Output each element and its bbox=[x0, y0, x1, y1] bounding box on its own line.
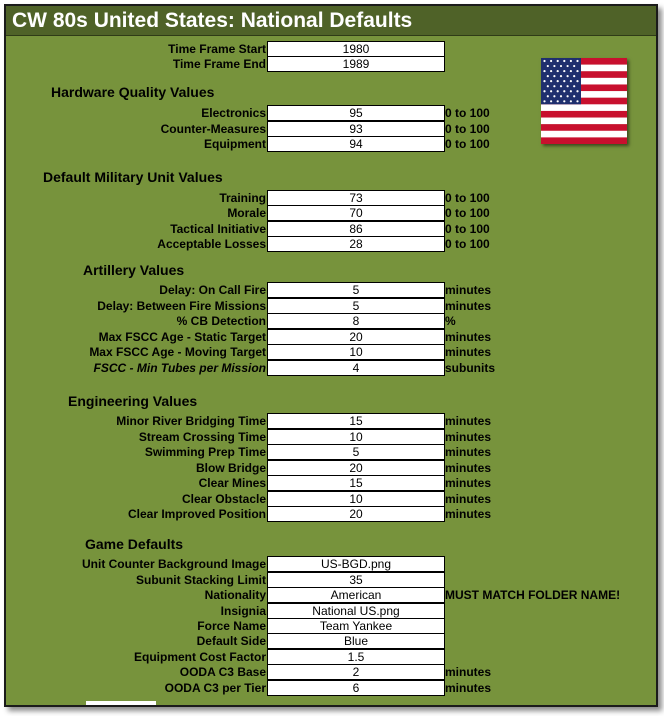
insignia-field[interactable]: National US.png bbox=[267, 603, 445, 619]
ooda-per-tier-unit: minutes bbox=[445, 681, 492, 695]
minor-river-bridging-unit: minutes bbox=[445, 414, 492, 428]
swimming-prep-unit: minutes bbox=[445, 445, 492, 459]
time-frame-start-label: Time Frame Start bbox=[168, 42, 266, 56]
ooda-base-unit: minutes bbox=[445, 665, 492, 679]
spreadsheet-panel bbox=[4, 4, 658, 707]
time-frame-end-field[interactable]: 1989 bbox=[267, 56, 445, 72]
equipment-field[interactable]: 94 bbox=[267, 136, 445, 152]
acceptable-losses-unit: 0 to 100 bbox=[445, 237, 490, 251]
unit-counter-bg-field[interactable]: US-BGD.png bbox=[267, 556, 445, 572]
us-flag-icon bbox=[541, 58, 627, 144]
stream-crossing-field[interactable]: 10 bbox=[267, 429, 445, 445]
swimming-prep-label: Swimming Prep Time bbox=[144, 445, 266, 459]
acceptable-losses-field[interactable]: 28 bbox=[267, 236, 445, 252]
page-title: CW 80s United States: National Defaults bbox=[6, 6, 656, 36]
delay-on-call-fire-unit: minutes bbox=[445, 283, 492, 297]
fscc-min-tubes-label: FSCC - Min Tubes per Mission bbox=[93, 361, 266, 375]
force-name-label: Force Name bbox=[197, 619, 266, 633]
fscc-static-unit: minutes bbox=[445, 330, 492, 344]
clear-mines-unit: minutes bbox=[445, 476, 492, 490]
default-side-label: Default Side bbox=[196, 634, 266, 648]
artillery-heading: Artillery Values bbox=[83, 262, 185, 278]
unit-counter-bg-label: Unit Counter Background Image bbox=[81, 557, 266, 571]
delay-between-missions-unit: minutes bbox=[445, 299, 492, 313]
clear-obstacle-field[interactable]: 10 bbox=[267, 491, 445, 507]
stream-crossing-label: Stream Crossing Time bbox=[138, 430, 266, 444]
nationality-label: Nationality bbox=[204, 588, 266, 602]
clear-mines-field[interactable]: 15 bbox=[267, 475, 445, 491]
counter-measures-unit: 0 to 100 bbox=[445, 122, 490, 136]
minor-river-bridging-label: Minor River Bridging Time bbox=[116, 414, 266, 428]
game-defaults-heading: Game Defaults bbox=[85, 536, 184, 552]
delay-on-call-fire-field[interactable]: 5 bbox=[267, 282, 445, 298]
clear-obstacle-unit: minutes bbox=[445, 492, 492, 506]
electronics-field[interactable]: 95 bbox=[267, 105, 445, 121]
electronics-label: Electronics bbox=[201, 106, 266, 120]
fscc-min-tubes-unit: subunits bbox=[445, 361, 495, 375]
fscc-moving-field[interactable]: 10 bbox=[267, 344, 445, 360]
minor-river-bridging-field[interactable]: 15 bbox=[267, 413, 445, 429]
clear-improved-position-unit: minutes bbox=[445, 507, 492, 521]
nationality-note: MUST MATCH FOLDER NAME! bbox=[445, 588, 621, 602]
sheet-tab-marker bbox=[86, 701, 156, 705]
training-label: Training bbox=[219, 191, 266, 205]
equipment-cost-field[interactable]: 1.5 bbox=[267, 649, 445, 665]
subunit-stacking-label: Subunit Stacking Limit bbox=[135, 573, 266, 587]
training-unit: 0 to 100 bbox=[445, 191, 490, 205]
military-heading: Default Military Unit Values bbox=[43, 169, 223, 185]
swimming-prep-field[interactable]: 5 bbox=[267, 444, 445, 460]
fscc-moving-label: Max FSCC Age - Moving Target bbox=[89, 345, 266, 359]
morale-label: Morale bbox=[227, 206, 266, 220]
clear-improved-position-field[interactable]: 20 bbox=[267, 506, 445, 522]
sheet-body bbox=[6, 6, 656, 705]
force-name-field[interactable]: Team Yankee bbox=[267, 618, 445, 634]
ooda-per-tier-field[interactable]: 6 bbox=[267, 680, 445, 696]
fscc-min-tubes-field[interactable]: 4 bbox=[267, 360, 445, 376]
time-frame-start-field[interactable]: 1980 bbox=[267, 41, 445, 57]
delay-on-call-fire-label: Delay: On Call Fire bbox=[159, 283, 266, 297]
cb-detection-field[interactable]: 8 bbox=[267, 313, 445, 329]
ooda-per-tier-label: OODA C3 per Tier bbox=[164, 681, 266, 695]
counter-measures-label: Counter-Measures bbox=[160, 122, 266, 136]
fscc-static-field[interactable]: 20 bbox=[267, 329, 445, 345]
cb-detection-unit: % bbox=[445, 314, 456, 328]
hardware-heading: Hardware Quality Values bbox=[51, 84, 215, 100]
delay-between-missions-label: Delay: Between Fire Missions bbox=[97, 299, 266, 313]
blow-bridge-label: Blow Bridge bbox=[195, 461, 266, 475]
clear-improved-position-label: Clear Improved Position bbox=[127, 507, 266, 521]
default-side-field[interactable]: Blue bbox=[267, 633, 445, 649]
clear-obstacle-label: Clear Obstacle bbox=[181, 492, 266, 506]
morale-field[interactable]: 70 bbox=[267, 205, 445, 221]
fscc-moving-unit: minutes bbox=[445, 345, 492, 359]
equipment-label: Equipment bbox=[204, 137, 266, 151]
equipment-cost-label: Equipment Cost Factor bbox=[133, 650, 266, 664]
blow-bridge-field[interactable]: 20 bbox=[267, 460, 445, 476]
nationality-field[interactable]: American bbox=[267, 587, 445, 603]
tactical-initiative-label: Tactical Initiative bbox=[170, 222, 266, 236]
training-field[interactable]: 73 bbox=[267, 190, 445, 206]
blow-bridge-unit: minutes bbox=[445, 461, 492, 475]
cb-detection-label: % CB Detection bbox=[176, 314, 266, 328]
equipment-unit: 0 to 100 bbox=[445, 137, 490, 151]
delay-between-missions-field[interactable]: 5 bbox=[267, 298, 445, 314]
stream-crossing-unit: minutes bbox=[445, 430, 492, 444]
fscc-static-label: Max FSCC Age - Static Target bbox=[98, 330, 266, 344]
engineering-heading: Engineering Values bbox=[68, 393, 198, 409]
subunit-stacking-field[interactable]: 35 bbox=[267, 572, 445, 588]
acceptable-losses-label: Acceptable Losses bbox=[157, 237, 266, 251]
counter-measures-field[interactable]: 93 bbox=[267, 121, 445, 137]
tactical-initiative-unit: 0 to 100 bbox=[445, 222, 490, 236]
insignia-label: Insignia bbox=[220, 604, 266, 618]
clear-mines-label: Clear Mines bbox=[198, 476, 266, 490]
tactical-initiative-field[interactable]: 86 bbox=[267, 221, 445, 237]
ooda-base-field[interactable]: 2 bbox=[267, 664, 445, 680]
morale-unit: 0 to 100 bbox=[445, 206, 490, 220]
time-frame-end-label: Time Frame End bbox=[172, 57, 266, 71]
electronics-unit: 0 to 100 bbox=[445, 106, 490, 120]
ooda-base-label: OODA C3 Base bbox=[179, 665, 266, 679]
